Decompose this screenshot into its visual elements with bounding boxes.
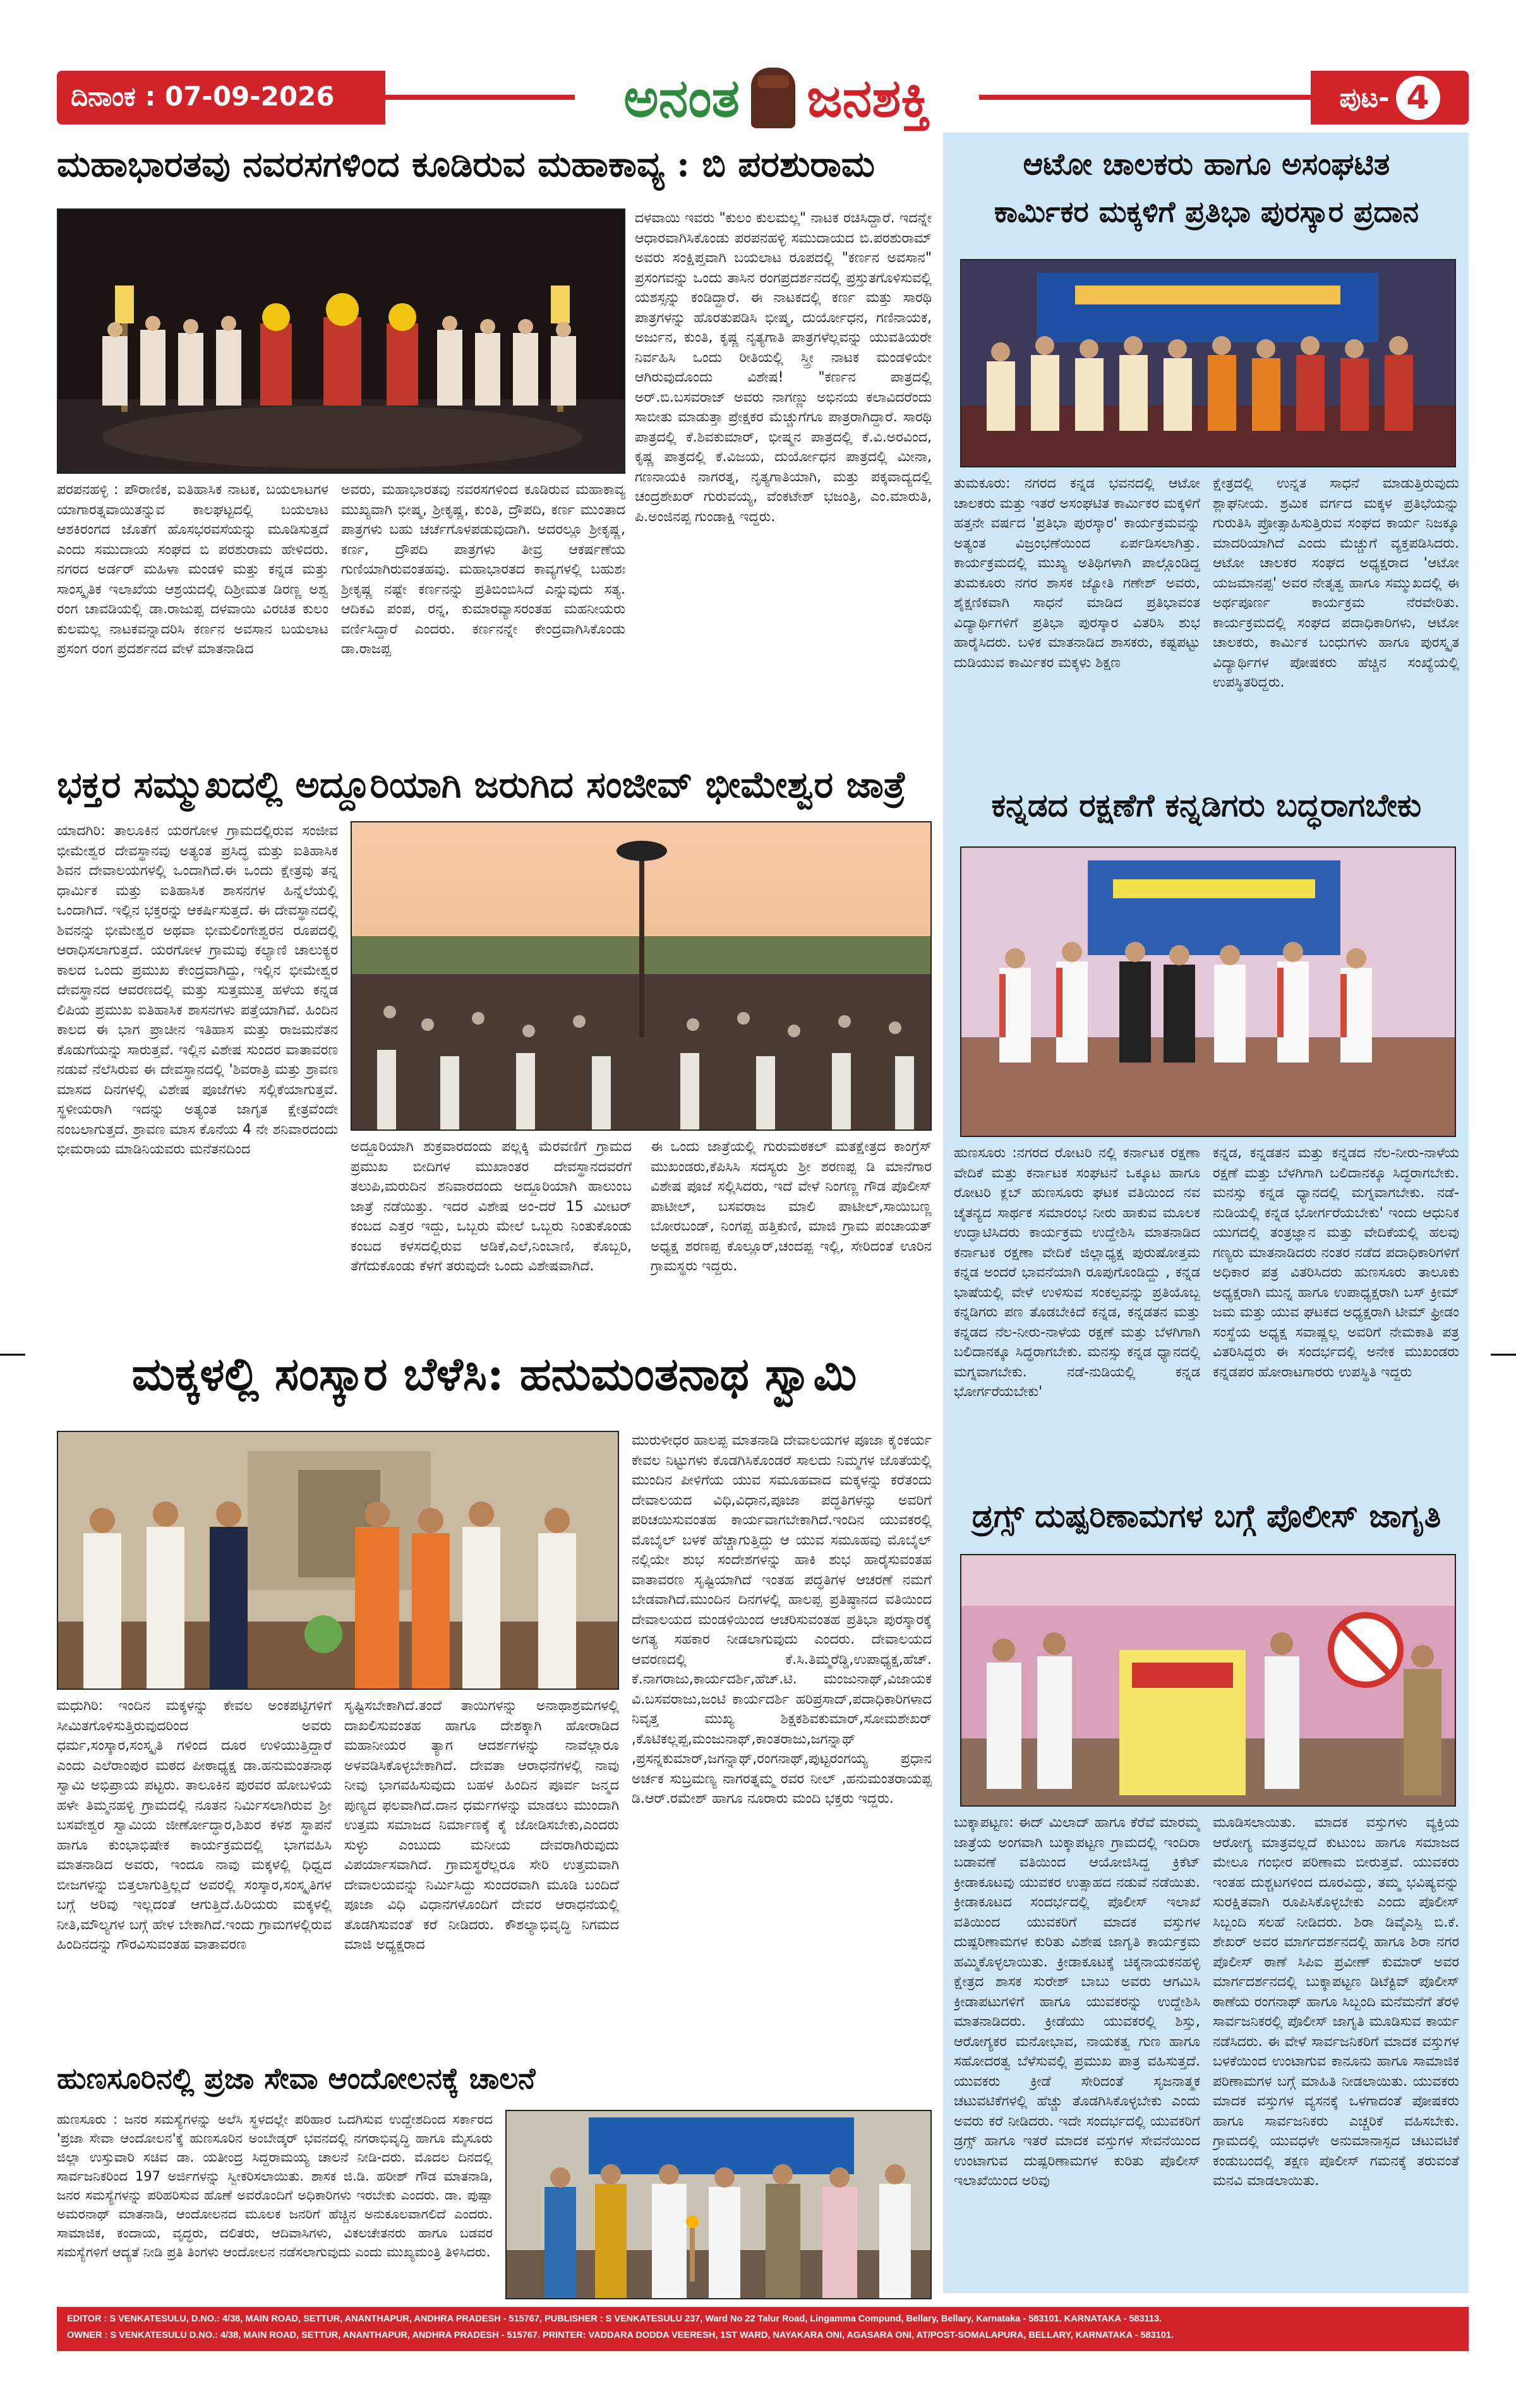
newspaper-logo [575,64,979,131]
samskara-col2: ಸೃಷ್ಟಿಸಬೇಕಾಗಿದೆ.ತಂದೆ ತಾಯಿಗಳನ್ನು ಅನಾಥಾಶ್ರಮಗಳಲ್ಲಿ ದಾಖಲಿಸುವಂತಹ ಹಾಗೂ ದೇಶಕ್ಕಾಗಿ ಹೋರಾಡಿದ ಮಹಾನೀಯರ ತ್ಯಾಗ ಆದರ್ಶಗಳನ್ನು ನಾವೆಲ್ಲಾರೂ ಅಳವಡಿಸಿಕೊಳ್ಳಬೇಕಾಗಿದೆ. ದೇವತಾ ಆರಾಧನೆಗಳಲ್ಲಿ ನಾವು ನೀವು ಭಾಗವಹಿಸುವುದು ಬಹಳ ಹಿಂದಿನ ಪೂರ್ವ ಜನ್ಮದ ಪುಣ್ಯದ ಫಲವಾಗಿದೆ.ದಾನ ಧರ್ಮಗಳನ್ನು ಮಾಡಲು ಮುಂದಾಗಿ ಉತ್ತಮ ಸಮಾಜದ ನಿರ್ಮಾಣಕ್ಕೆ ಕೈ ಜೋಡಿಸಬೇಕು,ಎಂದರು ಸುಳ್ಳು ಎಂಬುದು ಮನೀಯ ದೇವರಾಗಿರುವುದು ವಿಪರ್ಯಾಸವಾಗಿದೆ. ಗ್ರಾಮಸ್ಥರೆಲ್ಲರೂ ಸೇರಿ ಉತ್ತಮವಾಗಿ ದೇವಾಲಯವನ್ನು ನಿರ್ಮಿಸಿದ್ದು ಸುಂದರವಾಗಿ ಮೂಡಿ ಬಂದಿದೆ ಪೂಜಾ ವಿಧಿ ವಿಧಾನಗಳೊಂದಿಗೆ ದೇವರ ಆರಾಧನೆಯಲ್ಲಿ ತೊಡಗಿಸುವಂತೆ ಕರೆ ನೀಡಿದರು. ಕೌಶಲ್ಯಾಭಿವೃದ್ಧಿ ನಿಗಮದ ಮಾಜಿ ಅಧ್ಯಕ್ಷರಾದ [344,1698,619,1953]
headline-mahabharata: ಮಹಾಭಾರತವು ನವರಸಗಳಿಂದ ಕೂಡಿರುವ ಮಹಾಕಾವ್ಯ : ಬಿ ಪರಶುರಾಮ [57,143,875,185]
raised-fist-icon [751,68,795,128]
headline-jatre: ಭಕ್ತರ ಸಮ್ಮುಖದಲ್ಲಿ ಅದ್ದೂರಿಯಾಗಿ ಜರುಗಿದ ಸಂಜೀವ್ ಭೀಮೇಶ್ವರ ಜಾತ್ರೆ [57,763,906,806]
yakshagana-stage-photo [57,208,625,474]
issue-date: ದಿನಾಂಕ : 07-09-2026 [57,71,385,124]
masthead [57,66,1469,129]
jatre-col3: ಈ ಒಂದು ಜಾತ್ರೆಯಲ್ಲಿ ಗುರುಮಠಕಲ್ ಮತಕ್ಷೇತ್ರದ ಕಾಂಗ್ರೆಸ್ ಮುಖಂಡರು,ಕೆಪಿಸಿಸಿ ಸದಸ್ಯರು ಶ್ರೀ ಶರಣಪ್ಪ ಡಿ ಮಾನೆಗಾರ ವಿಶೇಷ ಪೂಜೆ ಸಲ್ಲಿಸಿದರು, ಇದೆ ವೇಳೆ ನಿಂಗಣ್ಣ ಗೌಡ ಪೊಲೀಸ್ ಪಾಟೀಲ್, ಬಸವರಾಜ ಮಾಲಿ ಪಾಟೀಲ್,ಸಾಯಿಬಣ್ಣ ಬೋರಬಂಡ್, ನಿಂಗಪ್ಪ ಹತ್ತಿಕುಣಿ, ಮಾಜಿ ಗ್ರಾಮ ಪಂಚಾಯತ್ ಅಧ್ಯಕ್ಷ ಶರಣಪ್ಪ ಕೊಲ್ಲೂರ್,ಚಂದಪ್ಪ ಇಲ್ಲಿ, ಸೇರಿದಂತೆ ಊರಿನ ಗ್ರಾಮಸ್ಥರು ಇದ್ದರು. [651,1139,932,1274]
crop-mark-left [0,1354,25,1356]
drugs-col1: ಬುಕ್ಕಾಪಟ್ಟಣ: ಈದ್ ಮಿಲಾದ್ ಹಾಗೂ ಕೆರೆವೆ ಮಾರಮ್ಮ ಜಾತ್ರೆಯ ಅಂಗವಾಗಿ ಬುಕ್ಕಾಪಟ್ಟಣ ಗ್ರಾಮದಲ್ಲಿ ಇಂದಿರಾ ಬಡಾವಣೆ ವತಿಯಿಂದ ಆಯೋಜಿಸಿದ್ದ ಕ್ರಿಕೆಟ್ ಕ್ರೀಡಾಕೂಟವು ಯುವಕರ ಉತ್ಸಾಹದ ನಡುವೆ ನಡೆಯಿತು. ಕ್ರೀಡಾಕೂಟದ ಸಂದರ್ಭದಲ್ಲಿ ಪೊಲೀಸ್ ಇಲಾಖೆ ವತಿಯಿಂದ ಯುವಕರಿಗೆ ಮಾದಕ ವಸ್ತುಗಳ ದುಷ್ಪರಿಣಾಮಗಳ ಕುರಿತು ವಿಶೇಷ ಜಾಗೃತಿ ಕಾರ್ಯಕ್ರಮ ಹಮ್ಮಿಕೊಳ್ಳಲಾಯಿತು. ಕ್ರೀಡಾಕೂಟಕ್ಕೆ ಚಿಕ್ಕನಾಯಕನಹಳ್ಳಿ ಕ್ಷೇತ್ರದ ಶಾಸಕ ಸುರೇಶ್ ಬಾಬು ಅವರು ಆಗಮಿಸಿ ಕ್ರೀಡಾಪಟುಗಳಿಗೆ ಹಾಗೂ ಯುವಕರನ್ನು ಉದ್ದೇಶಿಸಿ ಮಾತನಾಡಿದರು. ಕ್ರೀಡೆಯು ಯುವಕರಲ್ಲಿ ಶಿಸ್ತು, ಆರೋಗ್ಯಕರ ಮನೋಭಾವ, ನಾಯಕತ್ವ ಗುಣ ಹಾಗೂ ಸಹೋದರತ್ವ ಬೆಳೆಸುವಲ್ಲಿ ಪ್ರಮುಖ ಪಾತ್ರ ವಹಿಸುತ್ತದೆ. ಯುವಕರು ಕ್ರೀಡೆ ಸೇರಿದಂತೆ ಸೃಜನಾತ್ಮಕ ಚಟುವಟಿಕೆಗಳಲ್ಲಿ ಹೆಚ್ಚು ತೊಡಗಿಸಿಕೊಳ್ಳಬೇಕು ಎಂದು ಅವರು ಕರೆ ನೀಡಿದರು. ಇದೇ ಸಂದರ್ಭದಲ್ಲಿ ಯುವಕರಿಗೆ ಡ್ರಗ್ಸ್ ಹಾಗೂ ಇತರೆ ಮಾದಕ ವಸ್ತುಗಳ ಸೇವನೆಯಿಂದ ಉಂಟಾಗುವ ದುಷ್ಪರಿಣಾಮಗಳ ಕುರಿತು ಪೊಲೀಸ್ ಇಲಾಖೆಯಿಂದ ಅರಿವು [954,1815,1200,2189]
headline-samskara: ಮಕ್ಕಳಲ್ಲಿ ಸಂಸ್ಕಾರ ಬೆಳೆಸಿ: ಹನುಮಂತನಾಥ ಸ್ವಾಮಿ [131,1347,857,1400]
samskara-col3: ಮುರುಳೀಧರ ಹಾಲಪ್ಪ ಮಾತನಾಡಿ ದೇವಾಲಯಗಳ ಪೂಜಾ ಕೈಂಕರ್ಯ ಕೇವಲ ನಿಟ್ಟುಗಳು ಕೊಡಗಿಸಿಕೊಂಡರೆ ಸಾಲದು ನಿಮ್ಮಗಳ ಜೊತೆಯಲ್ಲಿ ಮುಂದಿನ ಪೀಳಿಗೆಯ ಯುವ ಸಮೂಹವಾದ ಮಕ್ಕಳನ್ನು ಕರೆತಂದು ದೇವಾಲಯದ ವಿಧಿ,ವಿಧಾನ,ಪೂಜಾ ಪದ್ಧತಿಗಳನ್ನು ಅವರಿಗೆ ಪರಿಚಯಿಸುವಂತಹ ಕಾರ್ಯವಾಗಬೇಕಾಗಿದೆ.ಇಂದಿನ ಯುವಕರಲ್ಲಿ ಮೊಬೈಲ್ ಬಳಕೆ ಹೆಚ್ಚಾಗುತ್ತಿದ್ದು ಆ ಯುವ ಸಮೂಹವು ಮೊಬೈಲ್ ನಲ್ಲಿಯೇ ಶುಭ ಸಂದೇಶಗಳನ್ನು ಹಾಕಿ ಶುಭ ಹಾರೈಸುವಂತಹ ವಾತಾವರಣ ಸೃಷ್ಟಿಯಾಗಿದೆ ಇಂತಹ ಪದ್ಧತಿಗಳ ಆಚರಣೆ ನಮಗೆ ಬೇಡವಾಗಿದೆ.ಮುಂದಿನ ದಿನಗಳಲ್ಲಿ ಹಾಲಪ್ಪ ಪ್ರತಿಷ್ಠಾನದ ವತಿಯಿಂದ ದೇವಾಲಯದ ಮಂಡಳಿಯಿಂದ ಆಚರಿಸುವಂತಹ ಪ್ರತಿಭಾ ಪುರಸ್ಕಾರಕ್ಕೆ ಅಗತ್ಯ ಸಹಕಾರ ನೀಡಲಾಗುವುದು ಎಂದರು. ದೇವಾಲಯದ ಆವರಣದಲ್ಲಿ ಕೆ.ಸಿ.ತಿಮ್ಮರೆಡ್ಡಿ,ಉಪಾಧ್ಯಕ್ಷ,ಹೆಚ್. ಕೆ.ನಾಗರಾಜು,ಕಾರ್ಯದರ್ಶಿ,ಹೆಚ್.ಟಿ. ಮಂಜುನಾಥ್,ವಿಜಾಯಕ ವಿ.ಬಸವರಾಜು,ಜಂಟಿ ಕಾರ್ಯದರ್ಶಿ ಹರಿಪ್ರಸಾದ್,ಪದಾಧಿಕಾರಿಗಳಾದ ನಿವೃತ್ತ ಮುಖ್ಯ ಶಿಕ್ಷಕಶಿವಕುಮಾರ್,ಸೋಮಶೇಖರ್ ,ಕೊಟಿಕಲ್ಲಪ್ಪ,ಮಂಜುನಾಥ್,ಕಾಂತರಾಜು,ಜಗನ್ನಾಥ್ ,ಪ್ರಸನ್ನಕುಮಾರ್,ಜಗನ್ನಾಥ್,ರಂಗನಾಥ್,ಪುಟ್ಟರಂಗಯ್ಯ ಪ್ರಧಾನ ಅರ್ಚಕ ಸುಬ್ರಮಣ್ಯ ನಾಗರತ್ನಮ್ಮ ರವರ ನೀಲ್ ,ಹನುಮಂತರಾಯಪ್ಪ ಡಿ.ಆರ್.ರಮೇಶ್ ಹಾಗೂ ನೂರಾರು ಮಂದಿ ಭಕ್ತರು ಇದ್ದರು. [632,1433,932,1807]
imprint-footer [57,2307,1469,2351]
page-indicator [1311,71,1469,124]
prize-col2: ಕ್ಷೇತ್ರದಲ್ಲಿ ಉನ್ನತ ಸಾಧನೆ ಮಾಡುತ್ತಿರುವುದು ಶ್ಲಾಘನೀಯ. ಶ್ರಮಿಕ ವರ್ಗದ ಮಕ್ಕಳ ಪ್ರತಿಭೆಯನ್ನು ಗುರುತಿಸಿ ಪ್ರೋತ್ಸಾಹಿಸುತ್ತಿರುವ ಸಂಘದ ಕಾರ್ಯ ನಿಜಕ್ಕೂ ಮಾದರಿಯಾಗಿದೆ ಎಂದು ಮೆಚ್ಚುಗೆ ವ್ಯಕ್ತಪಡಿಸಿದರು. ಆಟೋ ಚಾಲಕರ ಸಂಘದ ಅಧ್ಯಕ್ಷರಾದ 'ಆಟೋ ಯಜಮಾನಪ್ಪ' ಅವರ ನೇತೃತ್ವ ಹಾಗೂ ಸಮ್ಮುಖದಲ್ಲಿ ಈ ಅರ್ಥಪೂರ್ಣ ಕಾರ್ಯಕ್ರಮ ನೆರವೇರಿತು. ಕಾರ್ಯಕ್ರಮದಲ್ಲಿ ಸಂಘದ ಪದಾಧಿಕಾರಿಗಳು, ಆಟೋ ಚಾಲಕರು, ಕಾರ್ಮಿಕ ಬಂಧುಗಳು ಹಾಗೂ ಪುರಸ್ಕೃತ ವಿದ್ಯಾರ್ಥಿಗಳ ಪೋಷಕರು ಹೆಚ್ಚಿನ ಸಂಖ್ಯೆಯಲ್ಲಿ ಉಪಸ್ಥಿತರಿದ್ದರು. [1213,476,1459,690]
headline-drugs: ಡ್ರಗ್ಸ್ ದುಷ್ಪರಿಣಾಮಗಳ ಬಗ್ಗೆ ಪೊಲೀಸ್ ಜಾಗೃತಿ [972,1497,1441,1534]
kannada-event-photo [960,846,1456,1137]
headline-kannada: ಕನ್ನಡದ ರಕ್ಷಣೆಗೆ ಕನ್ನಡಿಗರು ಬದ್ಧರಾಗಬೇಕು [991,786,1422,824]
page-label: ಪುಟ- [1339,81,1390,113]
temple-ceremony-photo [57,1431,619,1690]
drugs-col2: ಮೂಡಿಸಲಾಯಿತು. ಮಾದಕ ವಸ್ತುಗಳು ವ್ಯಕ್ತಿಯ ಆರೋಗ್ಯ ಮಾತ್ರವಲ್ಲದೆ ಕುಟುಂಬ ಹಾಗೂ ಸಮಾಜದ ಮೇಲೂ ಗಂಭೀರ ಪರಿಣಾಮ ಬೀರುತ್ತವೆ. ಯುವಕರು ಇಂತಹ ದುಶ್ಚಟಗಳಿಂದ ದೂರವಿದ್ದು, ತಮ್ಮ ಭವಿಷ್ಯವನ್ನು ಸುರಕ್ಷಿತವಾಗಿ ರೂಪಿಸಿಕೊಳ್ಳಬೇಕು ಎಂದು ಪೊಲೀಸ್ ಸಿಬ್ಬಂದಿ ಸಲಹೆ ನೀಡಿದರು. ಶಿರಾ ಡಿವೈಎಸ್ಪಿ ಬಿ.ಕೆ. ಶೇಖರ್ ಅವರ ಮಾರ್ಗದರ್ಶನದಲ್ಲಿ ಹಾಗೂ ಶಿರಾ ನಗರ ಪೊಲೀಸ್ ಠಾಣೆ ಸಿಪಿಐ ಪ್ರವೀಣ್ ಕುಮಾರ್ ಅವರ ಮಾರ್ಗದರ್ಶನದಲ್ಲಿ ಬುಕ್ಕಾಪಟ್ಟಣ ಡಿಟೆಕ್ಟಿವ್ ಪೊಲೀಸ್ ಠಾಣೆಯ ರಂಗನಾಥ್ ಹಾಗೂ ಸಿಬ್ಬಂದಿ ಮನೆಮನೆಗೆ ತೆರಳಿ ಸಾರ್ವಜನಿಕರಲ್ಲಿ ಪೊಲೀಸ್ ಜಾಗೃತಿ ಮೂಡಿಸುವ ಕಾರ್ಯ ನಡೆಸಿದರು. ಈ ವೇಳೆ ಸಾರ್ವಜನಿಕರಿಗೆ ಮಾದಕ ವಸ್ತುಗಳ ಬಳಕೆಯಿಂದ ಉಂಟಾಗುವ ಕಾನೂನು ಹಾಗೂ ಸಾಮಾಜಿಕ ಪರಿಣಾಮಗಳ ಬಗ್ಗೆ ಮಾಹಿತಿ ನೀಡಲಾಯಿತು. ಯುವಕರು ಮಾದಕ ವಸ್ತುಗಳ ವ್ಯಸನಕ್ಕೆ ಒಳಗಾದಂತೆ ಪೋಷಕರು ಹಾಗೂ ಸಾರ್ವಜನಿಕರು ಎಚ್ಚರಿಕೆ ವಹಿಸಬೇಕು. ಗ್ರಾಮದಲ್ಲಿ ಯುವಧಳೇ ಅನುಮಾನಾಸ್ಪದ ಚಟುವಟಿಕೆ ಕಂಡುಬಂದಲ್ಲಿ ತಕ್ಷಣ ಪೊಲೀಸ್ ಗಮನಕ್ಕೆ ತರುವಂತೆ ಮನವಿ ಮಾಡಲಾಯಿತು. [1213,1815,1459,2189]
mahabharata-col1: ಪರಪನಹಳ್ಳಿ : ಪೌರಾಣಿಕ, ಐತಿಹಾಸಿಕ ನಾಟಕ, ಬಯಲಾಟಗಳ ಯಾಗಾರತ್ನವಾಯಿತನ್ನುವ ಕಾಲಘಟ್ಟದಲ್ಲಿ ಬಯಲಾಟ ಆಶಕಿರಂಗದ ಜೊತೆಗೆ ಹೊಸಭರವಸೆಯನ್ನು ಮೂಡಿಸುತ್ತದೆ ಎಂದು ಸಮುದಾಯ ಸಂಘದ ಬಿ ಪರಶುರಾಮ ಹೇಳಿದರು. ನಗರದ ಅರ್ಡರ್ ಮಹಿಳಾ ಮಂಡಳಿ ಮತ್ತು ಕನ್ನಡ ಮತ್ತು ಸಾಂಸ್ಕೃತಿಕ ಇಲಾಖೆಯ ಆಶ್ರಯದಲ್ಲಿ ದಿಶ್ರೀಮತ ಡಿರಣ್ಣ ಅಶ್ವ ರಂಗ ಚಾವಡಿಯಲ್ಲಿ ಡಾ.ರಾಜುಪ್ಪ ದಳವಾಯಿ ವಿರಚಿತ ಕುಲಂ ಕುಲಮಲ್ಲ ನಾಟಕವನ್ನಾದರಿಸಿ ಕರ್ಣನ ಅವಸಾನ ಬಯಲಾಟ ಪ್ರಸಂಗ ರಂಗ ಪ್ರದರ್ಶನದ ವೇಳೆ ಮಾತನಾಡಿದ [57,482,328,657]
drugs-awareness-photo [960,1554,1456,1807]
kannada-col1: ಹುಣಸೂರು :ನಗರದ ರೋಟರಿ ನಲ್ಲಿ ಕರ್ನಾಟಕ ರಕ್ಷಣಾ ವೇದಿಕೆ ಮತ್ತು ಕರ್ನಾಟಕ ಸಂಘಟನೆ ಒಕ್ಕೂಟ ಹಾಗೂ ರೋಟರಿ ಕ್ಲಬ್ ಹುಣಸೂರು ಘಟಕ ವತಿಯಿಂದ ನವ ಚೈತನ್ಯದ ಸಾರ್ಥಕ ಸಮಾರಂಭ ನೀರು ಹಾಕುವ ಮೂಲಕ ಉದ್ಘಾಟಿಸಿದರು ಕಾರ್ಯಕ್ರಮ ಉದ್ದೇಶಿಸಿ ಮಾತನಾಡಿದ ಕರ್ನಾಟಕ ರಕ್ಷಣಾ ವೇದಿಕೆ ಜಿಲ್ಲಾಧ್ಯಕ್ಷ ಪುರುಷೋತ್ತಮ ಕನ್ನಡ ಅಂದರೆ ಭಾವನೆಯಾಗಿ ರೂಪುಗೊಂಡಿದ್ದು , ಕನ್ನಡ ಭಾಷೆಯಲ್ಲಿ ವೇಳೆ ಉಳಿಸುವ ಸಂಕಲ್ಪವನ್ನು ಪ್ರತಿಯೊಬ್ಬ ಕನ್ನಡಿಗರು ಪಣ ತೊಡಬೇಕಿದೆ ಕನ್ನಡ, ಕನ್ನಡತನ ಮತ್ತು ಕನ್ನಡದ ನೆಲ-ನೀರು-ನಾಳೆಯ ರಕ್ಷಣೆ ಮತ್ತು ಬೆಳಗಿಗಾಗಿ ಬಲಿದಾನಕ್ಕೂ ಸಿದ್ಧರಾಗಬೇಕು. ಮನಸ್ಸು ಕನ್ನಡ ಧ್ಯಾನದಲ್ಲಿ ಮಗ್ನವಾಗಬೇಕು. ನಡೆ-ನುಡಿಯಲ್ಲಿ ಕನ್ನಡ ಭೋರ್ಗರೆಯಬೇಕು' [954,1145,1200,1400]
headline-hunasuru: ಹುಣಸೂರಿನಲ್ಲಿ ಪ್ರಜಾ ಸೇವಾ ಆಂದೋಲನಕ್ಕೆ ಚಾಲನೆ [57,2061,536,2095]
headline-prize-line1: ಆಟೋ ಚಾಲಕರು ಹಾಗೂ ಅಸಂಘಟಿತ [1023,147,1390,182]
headline-prize-line2: ಕಾರ್ಮಿಕರ ಮಕ್ಕಳಿಗೆ ಪ್ರತಿಭಾ ಪುರಸ್ಕಾರ ಪ್ರದಾನ [994,195,1419,229]
prajaseva-inauguration-photo [505,2110,932,2299]
logo-word-anantha: ಅನಂತ [623,66,740,129]
jatre-crowd-photo [351,821,932,1131]
kannada-col2: ಕನ್ನಡ, ಕನ್ನಡತನ ಮತ್ತು ಕನ್ನಡದ ನೆಲ-ನೀರು-ನಾಳೆಯ ರಕ್ಷಣೆ ಮತ್ತು ಬೆಳಗಿಗಾಗಿ ಬಲಿದಾನಕ್ಕೂ ಸಿದ್ಧರಾಗಬೇಕು. ಮನಸ್ಸು ಕನ್ನಡ ಧ್ಯಾನದಲ್ಲಿ ಮಗ್ನವಾಗಬೇಕು. ನಡೆ-ನುಡಿಯಲ್ಲಿ ಕನ್ನಡ ಭೋರ್ಗರೆಯಬೇಕು' ಇಂದು ಆಧುನಿಕ ಯುಗದಲ್ಲಿ ತಂತ್ರಜ್ಞಾನ ಮತ್ತು ವೇದಿಕೆಯಲ್ಲಿ ಹಲವು ಗಣ್ಯರು ಮಾತನಾಡಿದರು ನಂತರ ನಡೆದ ಪದಾಧಿಕಾರಿಗಳಿಗೆ ಅಧಿಕಾರ ಪತ್ರ ವಿತರಿಸಿದರು ಹುಣಸೂರು ತಾಲೂಕು ಅಧ್ಯಕ್ಷರಾಗಿ ಮುನ್ನ ಹಾಗೂ ಉಪಾಧ್ಯಕ್ಷರಾಗಿ ಬಸ್ ಕ್ರೀಮ್ ಜಮ ಮತ್ತು ಯುವ ಘಟಕದ ಅಧ್ಯಕ್ಷರಾಗಿ ಟೀಮ್ ಫ್ರೀಡಂ ಸಂಸ್ಥೆಯ ಅಧ್ಯಕ್ಷ ಸವಾಷ್ಣಲ್ಲ ಅವರಿಗೆ ನೇಮಕಾತಿ ಪತ್ರ ವಿತರಿಸಿದ್ದರು ಈ ಸಂದರ್ಭದಲ್ಲಿ ಅನೇಕ ಮುಖಂಡರು ಕನ್ನಡಪರ ಹೋರಾಟಗಾರರು ಉಪಸ್ಥಿತಿ ಇದ್ದರು [1213,1145,1459,1380]
mahabharata-col2: ಅವರು, ಮಹಾಭಾರತವು ನವರಸಗಳಿಂದ ಕೂಡಿರುವ ಮಹಾಕಾವ್ಯ ಮುಖ್ಯವಾಗಿ ಭೀಷ್ಮ, ಶ್ರೀಕೃಷ್ಣ, ಕುಂತಿ, ದ್ರೌಪದಿ, ಕರ್ಣ ಮುಂತಾದ ಪಾತ್ರಗಳು ಬಹು ಚರ್ಚೆಗೊಳಪಡುವುದಾಗಿ. ಅದರಲ್ಲೂ ಶ್ರೀಕೃಷ್ಣ, ಕರ್ಣ, ದ್ರೌಪದಿ ಪಾತ್ರಗಳು ತೀವ್ರ ಆಕರ್ಷಣೆಯ ಗುಣಿಯಾಗಿರುವಂತಹವು. ಮಹಾಭಾರತದ ಕಾವ್ಯಗಳಲ್ಲಿ ಬಹುಶಃ ಶ್ರೀಕೃಷ್ಣ ನಷ್ಟೇ ಕರ್ಣನನ್ನು ಪ್ರತಿಬಿಂಬಿಸಿದೆ ಎನ್ನುವುದು ಸತ್ಯ. ಆದಿಕವಿ ಪಂಪ, ರನ್ನ, ಕುಮಾರವ್ಯಾಸರಂತಹ ಮಹನೀಯರು ವರ್ಣಿಸಿದ್ದಾರೆ ಎಂದರು. ಕರ್ಣನನ್ನೇ ಕೇಂದ್ರವಾಗಿಸಿಕೊಂಡು ಡಾ.ರಾಜಪ್ಪ [341,482,625,657]
page-number: 4 [1396,76,1440,120]
prize-col1: ತುಮಕೂರು: ನಗರದ ಕನ್ನಡ ಭವನದಲ್ಲಿ ಆಟೋ ಚಾಲಕರು ಮತ್ತು ಇತರೆ ಅಸಂಘಟಿತ ಕಾರ್ಮಿಕರ ಮಕ್ಕಳಿಗೆ ಹತ್ತನೇ ವರ್ಷದ 'ಪ್ರತಿಭಾ ಪುರಸ್ಕಾರ' ಕಾರ್ಯಕ್ರಮವನ್ನು ಅತ್ಯಂತ ವಿಜ್ರಂಭಣೆಯಿಂದ ಏರ್ಪಡಿಸಲಾಗಿತ್ತು. ಕಾರ್ಯಕ್ರಮದಲ್ಲಿ ಮುಖ್ಯ ಅತಿಥಿಗಳಾಗಿ ಪಾಲ್ಗೊಂಡಿದ್ದ ತುಮಕೂರು ನಗರ ಶಾಸಕ ಜ್ಯೋತಿ ಗಣೇಶ್ ಅವರು, ಶೈಕ್ಷಣಿಕವಾಗಿ ಸಾಧನೆ ಮಾಡಿದ ಪ್ರತಿಭಾವಂತ ವಿದ್ಯಾರ್ಥಿಗಳಿಗೆ ಪ್ರತಿಭಾ ಪುರಸ್ಕಾರ ವಿತರಿಸಿ ಶುಭ ಹಾರೈಸಿದರು. ಬಳಿಕ ಮಾತನಾಡಿದ ಶಾಸಕರು, ಕಷ್ಟಪಟ್ಟು ದುಡಿಯುವ ಕಾರ್ಮಿಕರ ಮಕ್ಕಳು ಶಿಕ್ಷಣ [954,476,1200,671]
mahabharata-col3: ದಳವಾಯಿ ಇವರು "ಕುಲಂ ಕುಲಮಲ್ಲ" ನಾಟಕ ರಚಿಸಿದ್ದಾರೆ. ಇದನ್ನೇ ಆಧಾರವಾಗಿಸಿಕೊಂಡು ಪರಪನಹಳ್ಳಿ ಸಮುದಾಯದ ಬಿ.ಪರಶುರಾಮ್ ಅವರು ಸಂಕ್ಷಿಪ್ತವಾಗಿ ಬಯಲಾಟ ರೂಪದಲ್ಲಿ "ಕರ್ಣನ ಅವಸಾನ" ಪ್ರಸಂಗವನ್ನು ಒಂದು ತಾಸಿನ ರಂಗಪ್ರದರ್ಶನದಲ್ಲಿ ಪ್ರಸ್ತುತಗೊಳಿಸುವಲ್ಲಿ ಯಶಸ್ಸನ್ನು ಕಂಡಿದ್ದಾರೆ. ಈ ನಾಟಕದಲ್ಲಿ ಕರ್ಣ ಮತ್ತು ಸಾರಥಿ ಪಾತ್ರಗಳನ್ನು ಹೊರತುಪಡಿಸಿ ಭೀಷ್ಮ, ದುರ್ಯೋಧನ, ಗಣಿನಾಯಕ, ಅರ್ಜುನ, ಕುಂತಿ, ಕೃಷ್ಣ ನೃತ್ಯಗಾತಿ ಪಾತ್ರಗಳೆಲ್ಲವನ್ನು ಯುವತಿಯರೇ ನಿರ್ವಹಿಸಿ ಒಂದು ರೀತಿಯಲ್ಲಿ ಸ್ತ್ರೀ ನಾಟಕ ಮಂಡಳಿಯೇ ಆಗಿರುವುದೊಂದು ವಿಶೇಷ! "ಕರ್ಣನ ಪಾತ್ರದಲ್ಲಿ ಅರ್.ಬಿ.ಬಸವರಾಜ್ ಅವರು ನಾಗಣ್ಣು ಅಭಿನಯ ಕಲಾವಿದರೆಂದು ಸಾಬೀತು ಮಾಡುತ್ತಾ ಪ್ರೇಕ್ಷಕರ ಮೆಚ್ಚುಗೆಗೂ ಪಾತ್ರರಾಗಿದ್ದಾರೆ. ಸಾರಥಿ ಪಾತ್ರದಲ್ಲಿ ಕೆ.ಶಿವಕುಮಾರ್, ಭೀಷ್ಮನ ಪಾತ್ರದಲ್ಲಿ ಕೆ.ವಿ.ಅರವಿಂದ, ಕೃಷ್ಣ ಪಾತ್ರದಲ್ಲಿ ಕೆ.ವಿಜಯ, ದುರ್ಯೋಧನ ಪಾತ್ರದಲ್ಲಿ ಮೀನಾ, ಗಣನಾಯಕಿ ನಾಗರತ್ನ, ನೃತ್ಯಗಾತಿಯಾಗಿ, ಮತ್ತು ಪಕ್ಕವಾದ್ಯದಲ್ಲಿ ಚಂದ್ರಶೇಖರ್ ಗುರುವಯ್ಯ, ವೆಂಕಟೇಶ್ ಭಜಂತ್ರಿ, ಎಂ.ಮಾರುತಿ, ಪಿ.ಅಂಜಿನಪ್ಪ ಗುಂಡಾಕ್ಷಿ ಇದ್ದರು. [635,210,932,525]
samskara-col1: ಮಧುಗಿರಿ: ಇಂದಿನ ಮಕ್ಕಳನ್ನು ಕೇವಲ ಅಂಕಪಟ್ಟಿಗಳಿಗೆ ಸೀಮಿತಗೊಳಿಸುತ್ತಿರುವುದರಿಂದ ಅವರು ಧರ್ಮ,ಸಂಸ್ಕಾರ,ಸಂಸ್ಕೃತಿ ಗಳಿಂದ ದೂರ ಉಳಿಯುತ್ತಿದ್ದಾರೆ ಎಂದು ಎಲೆರಾಂಪುರ ಮಠದ ಪೀಠಾಧ್ಯಕ್ಷ ಡಾ.ಹನುಮಂತನಾಥ ಸ್ವಾಮಿ ಅಭಿಪ್ರಾಯ ಪಟ್ಟರು. ತಾಲೂಕಿನ ಪುರವರ ಹೋಬಳಿಯ ಹಳೇ ತಿಮ್ಮನಹಳ್ಳಿ ಗ್ರಾಮದಲ್ಲಿ ನೂತನ ನಿರ್ಮಿಸಲಾಗಿರುವ ಶ್ರೀ ಬಸವೇಶ್ವರ ಸ್ವಾಮಿಯ ಜೀರ್ಣೋದ್ಧಾರ,ಶಿಖರ ಕಳಶ ಸ್ಥಾಪನೆ ಹಾಗೂ ಕುಂಭಾಭಿಷೇಕ ಕಾರ್ಯಕ್ರಮದಲ್ಲಿ ಭಾಗವಹಿಸಿ ಮಾತನಾಡಿದ ಅವರು, ಇಂದೂ ನಾವು ಮಕ್ಕಳಲ್ಲಿ ಧಿಧ್ವದ ಬೀಜಗಳನ್ನು ಬಿತ್ತಲಾಗುತ್ತಿಲ್ಲದೆ ಅವರಲ್ಲಿ ಸಂಸ್ಕಾರ,ಸಂಸ್ಕೃತಿಗಳ ಬಗ್ಗೆ ಅರಿವು ಇಲ್ಲದಂತೆ ಆಗುತ್ತಿದೆ.ಹಿರಿಯರು ಮಕ್ಕಳಲ್ಲಿ ನೀತಿ,ಮೌಲ್ಯಗಳ ಬಗ್ಗೆ ಹೇಳ ಬೇಕಾಗಿದೆ.ಇಂದು ಗ್ರಾಮಗಳಲ್ಲಿರುವ ಹಿಂದಿನದನ್ನು ಗೌರವಿಸುವಂತಹ ವಾತಾವರಣ [57,1698,332,1953]
hunasuru-body: ಹುಣಸೂರು : ಜನರ ಸಮಸ್ಯೆಗಳನ್ನು ಅಲೆಸಿ ಸ್ಥಳದಲ್ಲೇ ಪರಿಹಾರ ಒದಗಿಸುವ ಉದ್ದೇಶದಿಂದ ಸರ್ಕಾರದ 'ಪ್ರಜಾ ಸೇವಾ ಆಂದೋಲನ'ಕ್ಕೆ ಹುಣಸೂರಿನ ಅಂಬೇಡ್ಕರ್ ಭವನದಲ್ಲಿ ನಗರಾಭಿವೃದ್ಧಿ ಹಾಗೂ ಮೈಸೂರು ಜಿಲ್ಲಾ ಉಸ್ತುವಾರಿ ಸಚಿವ ಡಾ. ಯತೀಂದ್ರ ಸಿದ್ದರಾಮಯ್ಯ ಚಾಲನೆ ನೀಡಿ-ದರು. ಮೊದಲ ದಿನದಲ್ಲಿ ಸಾರ್ವಜನಿಕರಿಂದ 197 ಅರ್ಜಿಗಳನ್ನು ಸ್ವೀಕರಿಸಲಾಯಿತು. ಶಾಸಕ ಜಿ.ಡಿ. ಹರೀಶ್ ಗೌಡ ಮಾತನಾಡಿ, ಜನರ ಸಮಸ್ಯೆಗಳನ್ನು ಪರಿಹರಿಸುವ ಹೊಣೆ ಅವರೊಂದಿಗೆ ಅಧಿಕಾರಿಗಳು ಇರಬೇಕು ಎಂದರು. ಡಾ. ಪುಷ್ಪಾ ಅಮರನಾಥ್ ಮಾತನಾಡಿ, ಆಂದೋಲನದ ಮೂಲಕ ಜನರಿಗೆ ಹೆಚ್ಚಿನ ಅನುಕೂಲವಾಗಲಿದೆ ಎಂದರು. ಸಾಮಾಜಿಕ, ಕಂದಾಯ, ವೃದ್ಧರು, ದಲಿತರು, ಆದಿವಾಸಿಗಳು, ವಿಕಲಚೇತನರು ಹಾಗೂ ಬಡವರ ಸಮಸ್ಯೆಗಳಿಗೆ ಆದ್ಯತೆ ನೀಡಿ ಪ್ರತಿ ತಿಂಗಳು ಆಂದೋಲನ ನಡೆಸಲಾಗುವುದು ಎಂದು ಮುಖ್ಯಮಂತ್ರಿ ತಿಳಿಸಿದರು. [57,2112,493,2260]
imprint-line-editor: EDITOR : S VENKATESULU, D.NO.: 4/38, MAIN ROAD, SETTUR, ANANTHAPUR, ANDHRA PRADESH - 515767, PUBLISHER : S VENKATESULU 237, Ward No 22 Talur Road, Lingamma Compund, Bellary, Bellary, Karnataka - 583101. KARNATAKA - 583113. [67,2314,1162,2324]
jatre-col2: ಅದ್ದೂರಿಯಾಗಿ ಶುಕ್ರವಾರದಂದು ಪಲ್ಲಕ್ಕಿ ಮೆರವಣಿಗೆ ಗ್ರಾಮದ ಪ್ರಮುಖ ಬೀದಿಗಳ ಮುಖಾಂತರ ದೇವಸ್ಥಾನದವರೆಗೆ ತಲುಪಿ,ಮರುದಿನ ಶನಿವಾರದಂದು ಅದ್ದೂರಿಯಾಗಿ ಹಾಲುಂಬ ಜಾತ್ರೆ ನಡೆಯಿತ್ತು. ಇದರ ವಿಶೇಷ ಅಂ-ದರೆ 15 ಮೀಟರ್ ಕಂಬದ ಎತ್ತರ ಇದ್ದು, ಒಬ್ಬರು ಮೇಲೆ ಒಬ್ಬರು ನಿಂತುಕೊಂಡು ಕಂಬದ ಕಳಸದಲ್ಲಿರುವ ಅಡಿಕೆ,ಎಲೆ,ನಿಂಬಾಣಿ, ಕೊಬ್ಬರಿ, ತೆಗೆದುಕೊಂಡು ಕೆಳಗೆ ತರುವುದೇ ಒಂದು ವಿಶೇಷವಾಗಿದೆ. [351,1139,632,1274]
prize-ceremony-photo [960,259,1456,467]
jatre-col1: ಯಾದಗಿರಿ: ತಾಲೂಕಿನ ಯರಗೋಳ ಗ್ರಾಮದಲ್ಲಿರುವ ಸಂಜೀವ ಭೀಮೇಶ್ವರ ದೇವಸ್ಥಾನವು ಅತ್ಯಂತ ಪ್ರಸಿದ್ಧ ಮತ್ತು ಐತಿಹಾಸಿಕ ಶಿವನ ದೇವಾಲಯಗಳಲ್ಲಿ ಒಂದಾಗಿದೆ.ಈ ಒಂದು ಕ್ಷೇತ್ರವು ತನ್ನ ಧಾರ್ಮಿಕ ಮತ್ತು ಐತಿಹಾಸಿಕ ಶಾಸನಗಳ ಹಿನ್ನೆಲೆಯಲ್ಲಿ ಒಂದಾಗಿದೆ. ಇಲ್ಲಿನ ಭಕ್ತರನ್ನು ಆಕರ್ಷಿಸುತ್ತದೆ. ಈ ದೇವಸ್ಥಾನದಲ್ಲಿ ಶಿವನನ್ನು ಭೀಮೇಶ್ವರ ಅಥವಾ ಭೀಮಲಿಂಗೇಶ್ವರನ ರೂಪದಲ್ಲಿ ಆರಾಧಿಸಲಾಗುತ್ತದೆ. ಯರಗೋಳ ಗ್ರಾಮವು ಕಲ್ಯಾಣಿ ಚಾಲುಕ್ಯರ ಕಾಲದ ಒಂದು ಪ್ರಮುಖ ಕೇಂದ್ರವಾಗಿದ್ದು, ಇಲ್ಲಿನ ಭೀಮೇಶ್ವರ ದೇವಸ್ಥಾನದ ಆವರಣದಲ್ಲಿ ಮತ್ತು ಸುತ್ತಮುತ್ತ ಹಳೆಯ ಕನ್ನಡ ಲಿಪಿಯ ಪ್ರಮುಖ ಐತಿಹಾಸಿಕ ಶಾಸನಗಳು ಪತ್ತೆಯಾಗಿವೆ. ಹಿಂದಿನ ಕಾಲದ ಈ ಭಾಗ ಪ್ರಾಚೀನ ಇತಿಹಾಸ ಮತ್ತು ರಾಜಮನೆತನ ಕೊಡುಗೆಯನ್ನು ಸಾರುತ್ತವೆ. ಇಲ್ಲಿನ ವಿಶೇಷ ಸುಂದರ ವಾತಾವರಣ ನಡುವೆ ನೆಲೆಸಿರುವ ಈ ದೇವಸ್ಥಾನದಲ್ಲಿ 'ಶಿವರಾತ್ರಿ ಮತ್ತು ಶ್ರಾವಣ ಮಾಸದ ದಿನಗಳಲ್ಲಿ ವಿಶೇಷ ಪೂಜೆಗಳು ಸಲ್ಲಿಕೆಯಾಗುತ್ತವೆ. ಸ್ಥಳೀಯರಾಗಿ ಇದನ್ನು ಅತ್ಯಂತ ಜಾಗೃತ ಕ್ಷೇತ್ರವೆಂದೇ ನಂಬಲಾಗುತ್ತದೆ. ಶ್ರಾವಣ ಮಾಸ ಕೊನೆಯ 4 ನೇ ಶನಿವಾರದಂದು ಭೀಮರಾಯ ಮಾಡಿನಿಯವರು ಮನೆತನದಿಂದ [57,823,338,1157]
imprint-line-owner: OWNER : S VENKATESULU D.NO.: 4/38, MAIN ROAD, SETTUR, ANANTHAPUR, ANDHRA PRADESH - 515767. PRINTER: VADDARA DODDA VEERESH, 1ST WARD, NAYAKARA ONI, AGASARA ONI, AT/POST-SOMALAPURA, BELLARY, KARNATAKA - 583101. [67,2330,1174,2340]
crop-mark-right [1491,1354,1516,1356]
logo-word-janashakti: ಜನಶಕ್ತಿ [807,66,930,129]
